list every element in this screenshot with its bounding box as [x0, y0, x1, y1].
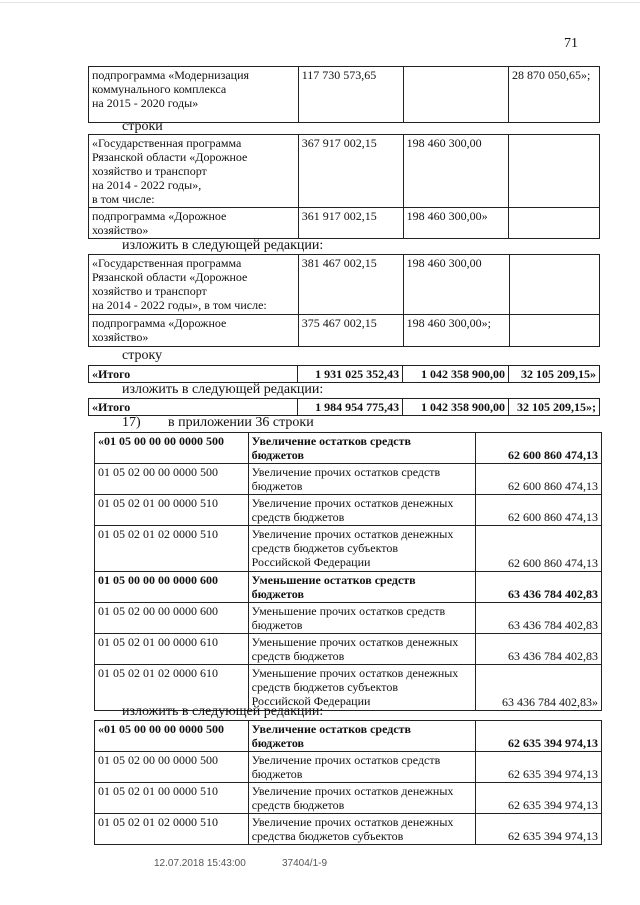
table-row [95, 634, 602, 665]
label-edit-2: изложить в следующей редакции: [122, 382, 324, 397]
table-row [89, 255, 600, 315]
amount-cell: 62 600 860 474,13 [476, 526, 602, 572]
code-cell: 01 05 02 00 00 0000 500 [95, 464, 249, 495]
table-row [95, 433, 602, 464]
amount-cell: 62 600 860 474,13 [476, 495, 602, 526]
amount-cell: 198 460 300,00 [403, 135, 509, 208]
amount-cell: 28 870 050,65»; [509, 67, 600, 123]
label-lines: строки [122, 119, 163, 134]
footer-doc-number: 37404/1-9 [282, 858, 328, 869]
amount-cell [509, 315, 599, 347]
amount-cell: 32 105 209,15» [509, 366, 600, 383]
table-row [95, 814, 602, 845]
code-cell: «01 05 00 00 00 0000 500 [95, 721, 249, 752]
amount-cell: 1 042 358 900,00 [403, 399, 509, 416]
description-cell: Увеличение прочих остатков денежных средств бюджетов [248, 495, 476, 526]
amount-cell: 361 917 002,15 [298, 208, 403, 239]
amount-cell: 62 635 394 974,13 [476, 721, 602, 752]
table-row [89, 315, 600, 347]
total-table-old [88, 365, 600, 383]
scan-edge-line [0, 2, 640, 3]
program-name-cell: подпрограмма «Модернизация коммунального комплекса на 2015 - 2020 годы» [89, 67, 299, 123]
amount-cell: 63 436 784 402,83 [476, 603, 602, 634]
page-number: 71 [564, 36, 578, 51]
table-row [95, 572, 602, 603]
program-table-3 [88, 254, 600, 347]
code-cell: 01 05 02 01 02 0000 510 [95, 814, 249, 845]
description-cell: Уменьшение прочих остатков средств бюджетов [248, 603, 476, 634]
amount-cell [509, 135, 600, 208]
footer-date: 12.07.2018 15:43:00 [154, 858, 246, 869]
description-cell: Увеличение остатков средств бюджетов [248, 433, 476, 464]
code-cell: 01 05 02 01 00 0000 510 [95, 495, 249, 526]
amount-cell: 62 635 394 974,13 [476, 814, 602, 845]
description-cell: Уменьшение остатков средств бюджетов [248, 572, 476, 603]
table-row [95, 464, 602, 495]
table-row [95, 783, 602, 814]
amount-cell: 367 917 002,15 [298, 135, 403, 208]
amount-cell [509, 255, 599, 315]
item-17-text: в приложении 36 строки [168, 415, 314, 430]
code-cell: 01 05 02 01 00 0000 510 [95, 783, 249, 814]
sources-table-new [94, 720, 602, 845]
label-edit-1: изложить в следующей редакции: [122, 238, 324, 253]
amount-cell: 381 467 002,15 [298, 255, 403, 315]
program-name-cell: подпрограмма «Дорожное хозяйство» [89, 315, 299, 347]
table-row [95, 526, 602, 572]
total-label-cell: «Итого [89, 399, 298, 416]
sources-table-old [94, 432, 602, 711]
code-cell: 01 05 02 01 02 0000 610 [95, 665, 249, 711]
table-row [95, 752, 602, 783]
amount-cell: 1 042 358 900,00 [403, 366, 509, 383]
table-row [89, 135, 600, 208]
amount-cell: 375 467 002,15 [298, 315, 403, 347]
description-cell: Увеличение прочих остатков денежных средств бюджетов [248, 783, 476, 814]
amount-cell: 198 460 300,00 [403, 255, 509, 315]
amount-cell [509, 208, 600, 239]
program-name-cell: подпрограмма «Дорожное хозяйство» [89, 208, 299, 239]
code-cell: 01 05 02 00 00 0000 500 [95, 752, 249, 783]
amount-cell: 1 984 954 775,43 [298, 399, 403, 416]
amount-cell: 198 460 300,00»; [403, 315, 509, 347]
code-cell: 01 05 00 00 00 0000 600 [95, 572, 249, 603]
table-row [95, 603, 602, 634]
description-cell: Увеличение остатков средств бюджетов [248, 721, 476, 752]
label-edit-3: изложить в следующей редакции: [122, 704, 324, 719]
amount-cell: 62 600 860 474,13 [476, 464, 602, 495]
code-cell: 01 05 02 01 02 0000 510 [95, 526, 249, 572]
code-cell: 01 05 02 01 00 0000 610 [95, 634, 249, 665]
amount-cell: 63 436 784 402,83 [476, 634, 602, 665]
description-cell: Увеличение прочих остатков денежных средства бюджетов субъектов [248, 814, 476, 845]
amount-cell: 1 931 025 352,43 [298, 366, 403, 383]
code-cell: «01 05 00 00 00 0000 500 [95, 433, 249, 464]
table-row [89, 399, 600, 416]
description-cell: Уменьшение прочих остатков денежных средств бюджетов субъектов Российской Федерации [248, 665, 476, 711]
amount-cell [403, 67, 508, 123]
description-cell: Увеличение прочих остатков средств бюджетов [248, 464, 476, 495]
table-row [89, 366, 600, 383]
amount-cell: 198 460 300,00» [403, 208, 509, 239]
total-label-cell: «Итого [89, 366, 298, 383]
amount-cell: 62 600 860 474,13 [476, 433, 602, 464]
item-17-number: 17) [122, 415, 141, 430]
description-cell: Увеличение прочих остатков средств бюджетов [248, 752, 476, 783]
amount-cell: 117 730 573,65 [298, 67, 403, 123]
label-line: строку [122, 348, 163, 363]
program-name-cell: «Государственная программа Рязанской области «Дорожное хозяйство и транспорт на 2014 - 2022 годы», в том числе: [89, 135, 299, 208]
program-table-1 [88, 66, 600, 123]
amount-cell: 63 436 784 402,83 [476, 572, 602, 603]
table-row [95, 721, 602, 752]
amount-cell: 62 635 394 974,13 [476, 783, 602, 814]
amount-cell: 62 635 394 974,13 [476, 752, 602, 783]
code-cell: 01 05 02 00 00 0000 600 [95, 603, 249, 634]
description-cell: Увеличение прочих остатков денежных средств бюджетов субъектов Российской Федерации [248, 526, 476, 572]
table-row [89, 208, 600, 239]
table-row [89, 67, 600, 123]
amount-cell: 32 105 209,15»; [509, 399, 600, 416]
program-table-2 [88, 134, 600, 239]
table-row [95, 495, 602, 526]
program-name-cell: «Государственная программа Рязанской области «Дорожное хозяйство и транспорт на 2014 - 2022 годы», в том числе: [89, 255, 299, 315]
amount-cell: 63 436 784 402,83» [476, 665, 602, 711]
description-cell: Уменьшение прочих остатков денежных средств бюджетов [248, 634, 476, 665]
total-table-new [88, 398, 600, 416]
